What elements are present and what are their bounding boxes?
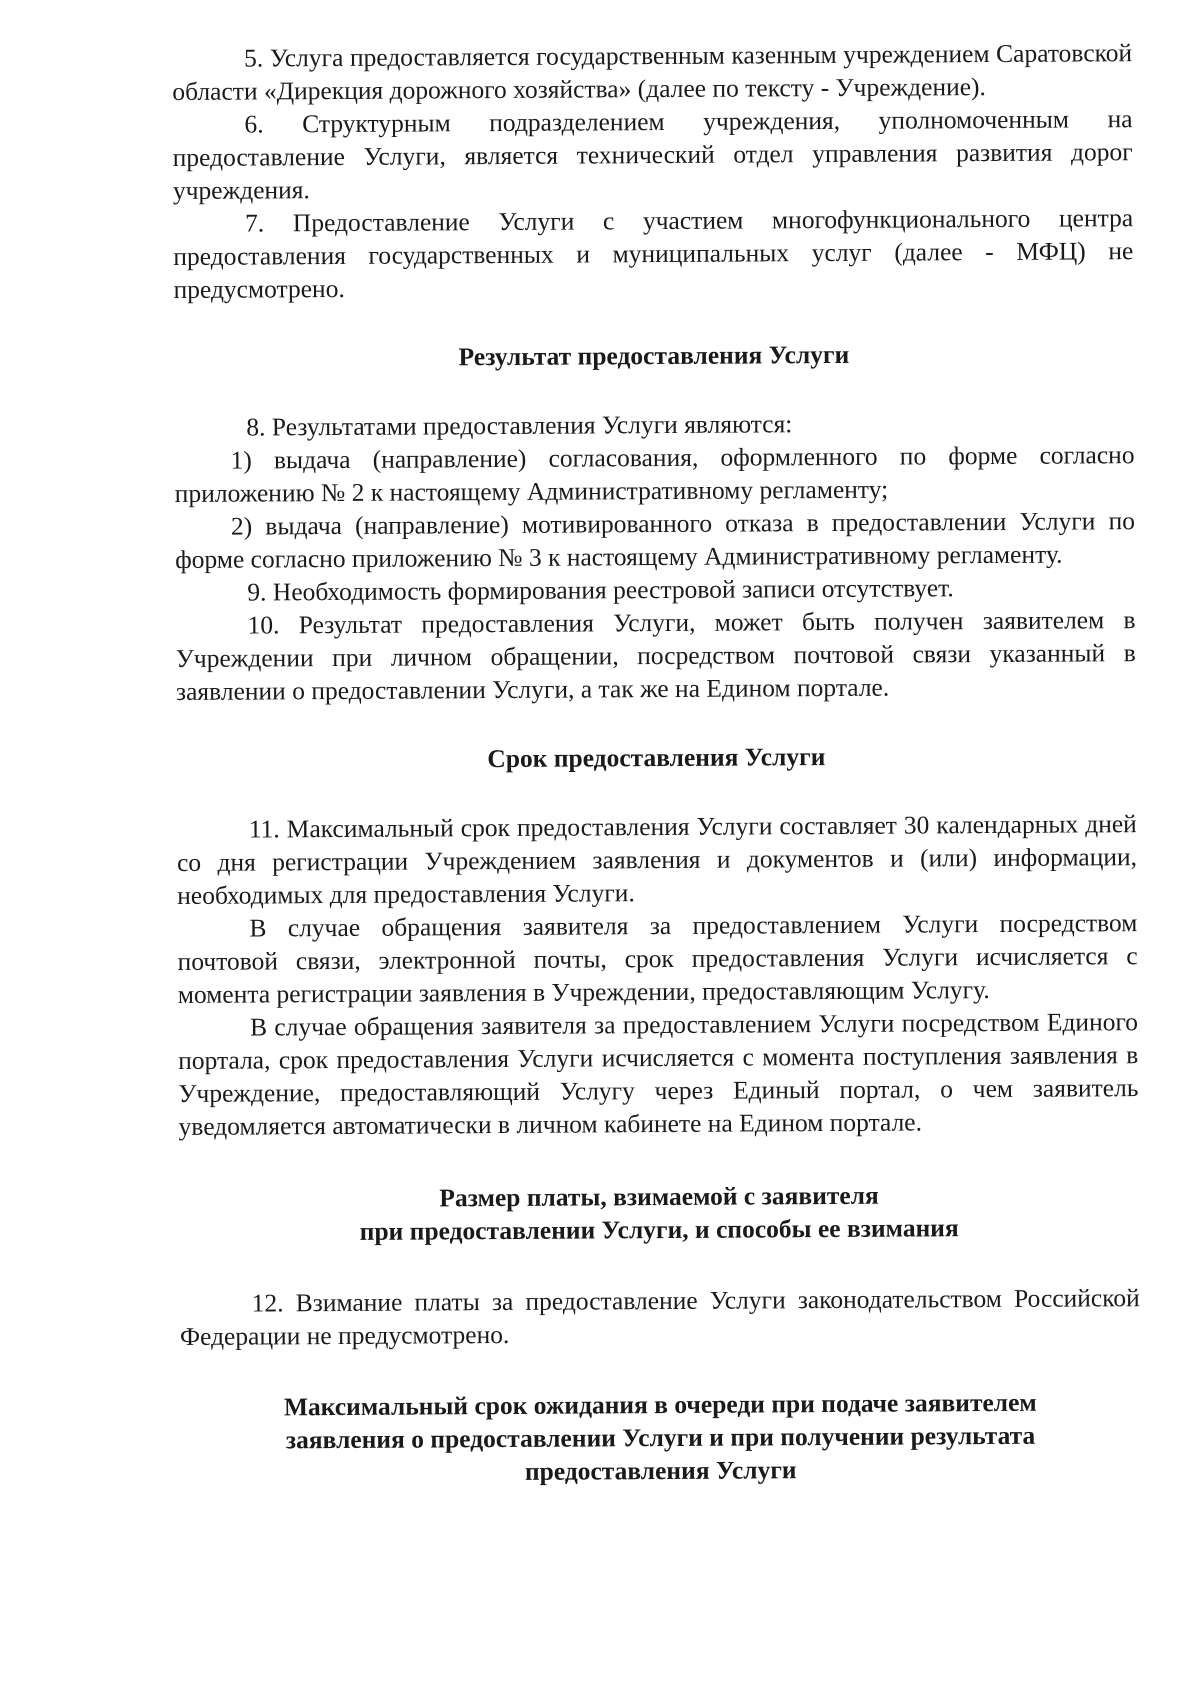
paragraph-8: 8. Результатами предоставления Услуги являются: [246,409,793,442]
document-body [172,36,1141,1490]
paragraph-11: 11. Максимальный срок предоставления Услуги составляет 30 календарных дней со дня регистрации Учреждением заявления и документов и (или) информации, необходимых для предоставления Услуги. [176,809,1138,910]
paragraph-11-portal: В случае обращения заявителя за предоставлением Услуги посредством Единого портала, срок предоставления Услуги исчисляется с момента поступления заявления в Учреждение, предоставляющий Услугу через Единый портал, о чем заявитель уведомляется автоматически в личном кабинете на Едином портале. [178,1007,1139,1141]
heading-fee-line-2: при предоставлении Услуги, и способы ее взимания [359,1213,959,1246]
heading-fee-line-1: Размер платы, взимаемой с заявителя [439,1180,879,1213]
heading-result: Результат предоставления Услуги [458,339,850,372]
list-item-1: 1) выдача (направление) согласования, оформленного по форме согласно приложению № 2 к настоящему Административному регламенту; [174,440,1135,508]
heading-queue-line-3: предоставления Услуги [524,1455,797,1486]
heading-fee [179,1177,1139,1249]
paragraph-5: 5. Услуга предоставляется государственным казенным учреждением Саратовской области «Дирекция дорожного хозяйства» (далее по тексту - Учреждение). [172,38,1133,106]
paragraph-10: 10. Результат предоставления Услуги, может быть получен заявителем в Учреждении при личном обращении, посредством почтовой связи указанный в заявлении о предоставлении Услуги, а так же на Едином портале. [175,605,1136,706]
paragraph-12: 12. Взимание платы за предоставление Услуги законодательством Российской Федерации не предусмотрено. [179,1283,1140,1351]
heading-queue [180,1385,1141,1490]
heading-queue-line-1: Максимальный срок ожидания в очереди при подаче заявителем [283,1387,1037,1422]
paragraph-7: 7. Предоставление Услуги с участием многофункционального центра предоставления государственных и муниципальных услуг (далее - МФЦ) не предусмотрено. [173,203,1134,304]
list-item-2: 2) выдача (направление) мотивированного отказа в предоставлении Услуги по форме согласно приложению № 3 к настоящему Административному регламенту. [175,506,1136,574]
heading-term: Срок предоставления Услуги [487,742,826,774]
paragraph-9: 9. Необходимость формирования реестровой записи отсутствует. [247,573,954,607]
paragraph-11-mail: В случае обращения заявителя за предоставлением Услуги посредством почтовой связи, электронной почты, срок предоставления Услуги исчисляется с момента регистрации заявления в Учреждении, предоставляющим Услугу. [177,908,1138,1009]
paragraph-6: 6. Структурным подразделением учреждения, уполномоченным на предоставление Услуги, является технический отдел управления развития дорог учреждения. [172,104,1133,205]
heading-queue-line-2: заявления о предоставлении Услуги и при получении результата [285,1420,1036,1455]
